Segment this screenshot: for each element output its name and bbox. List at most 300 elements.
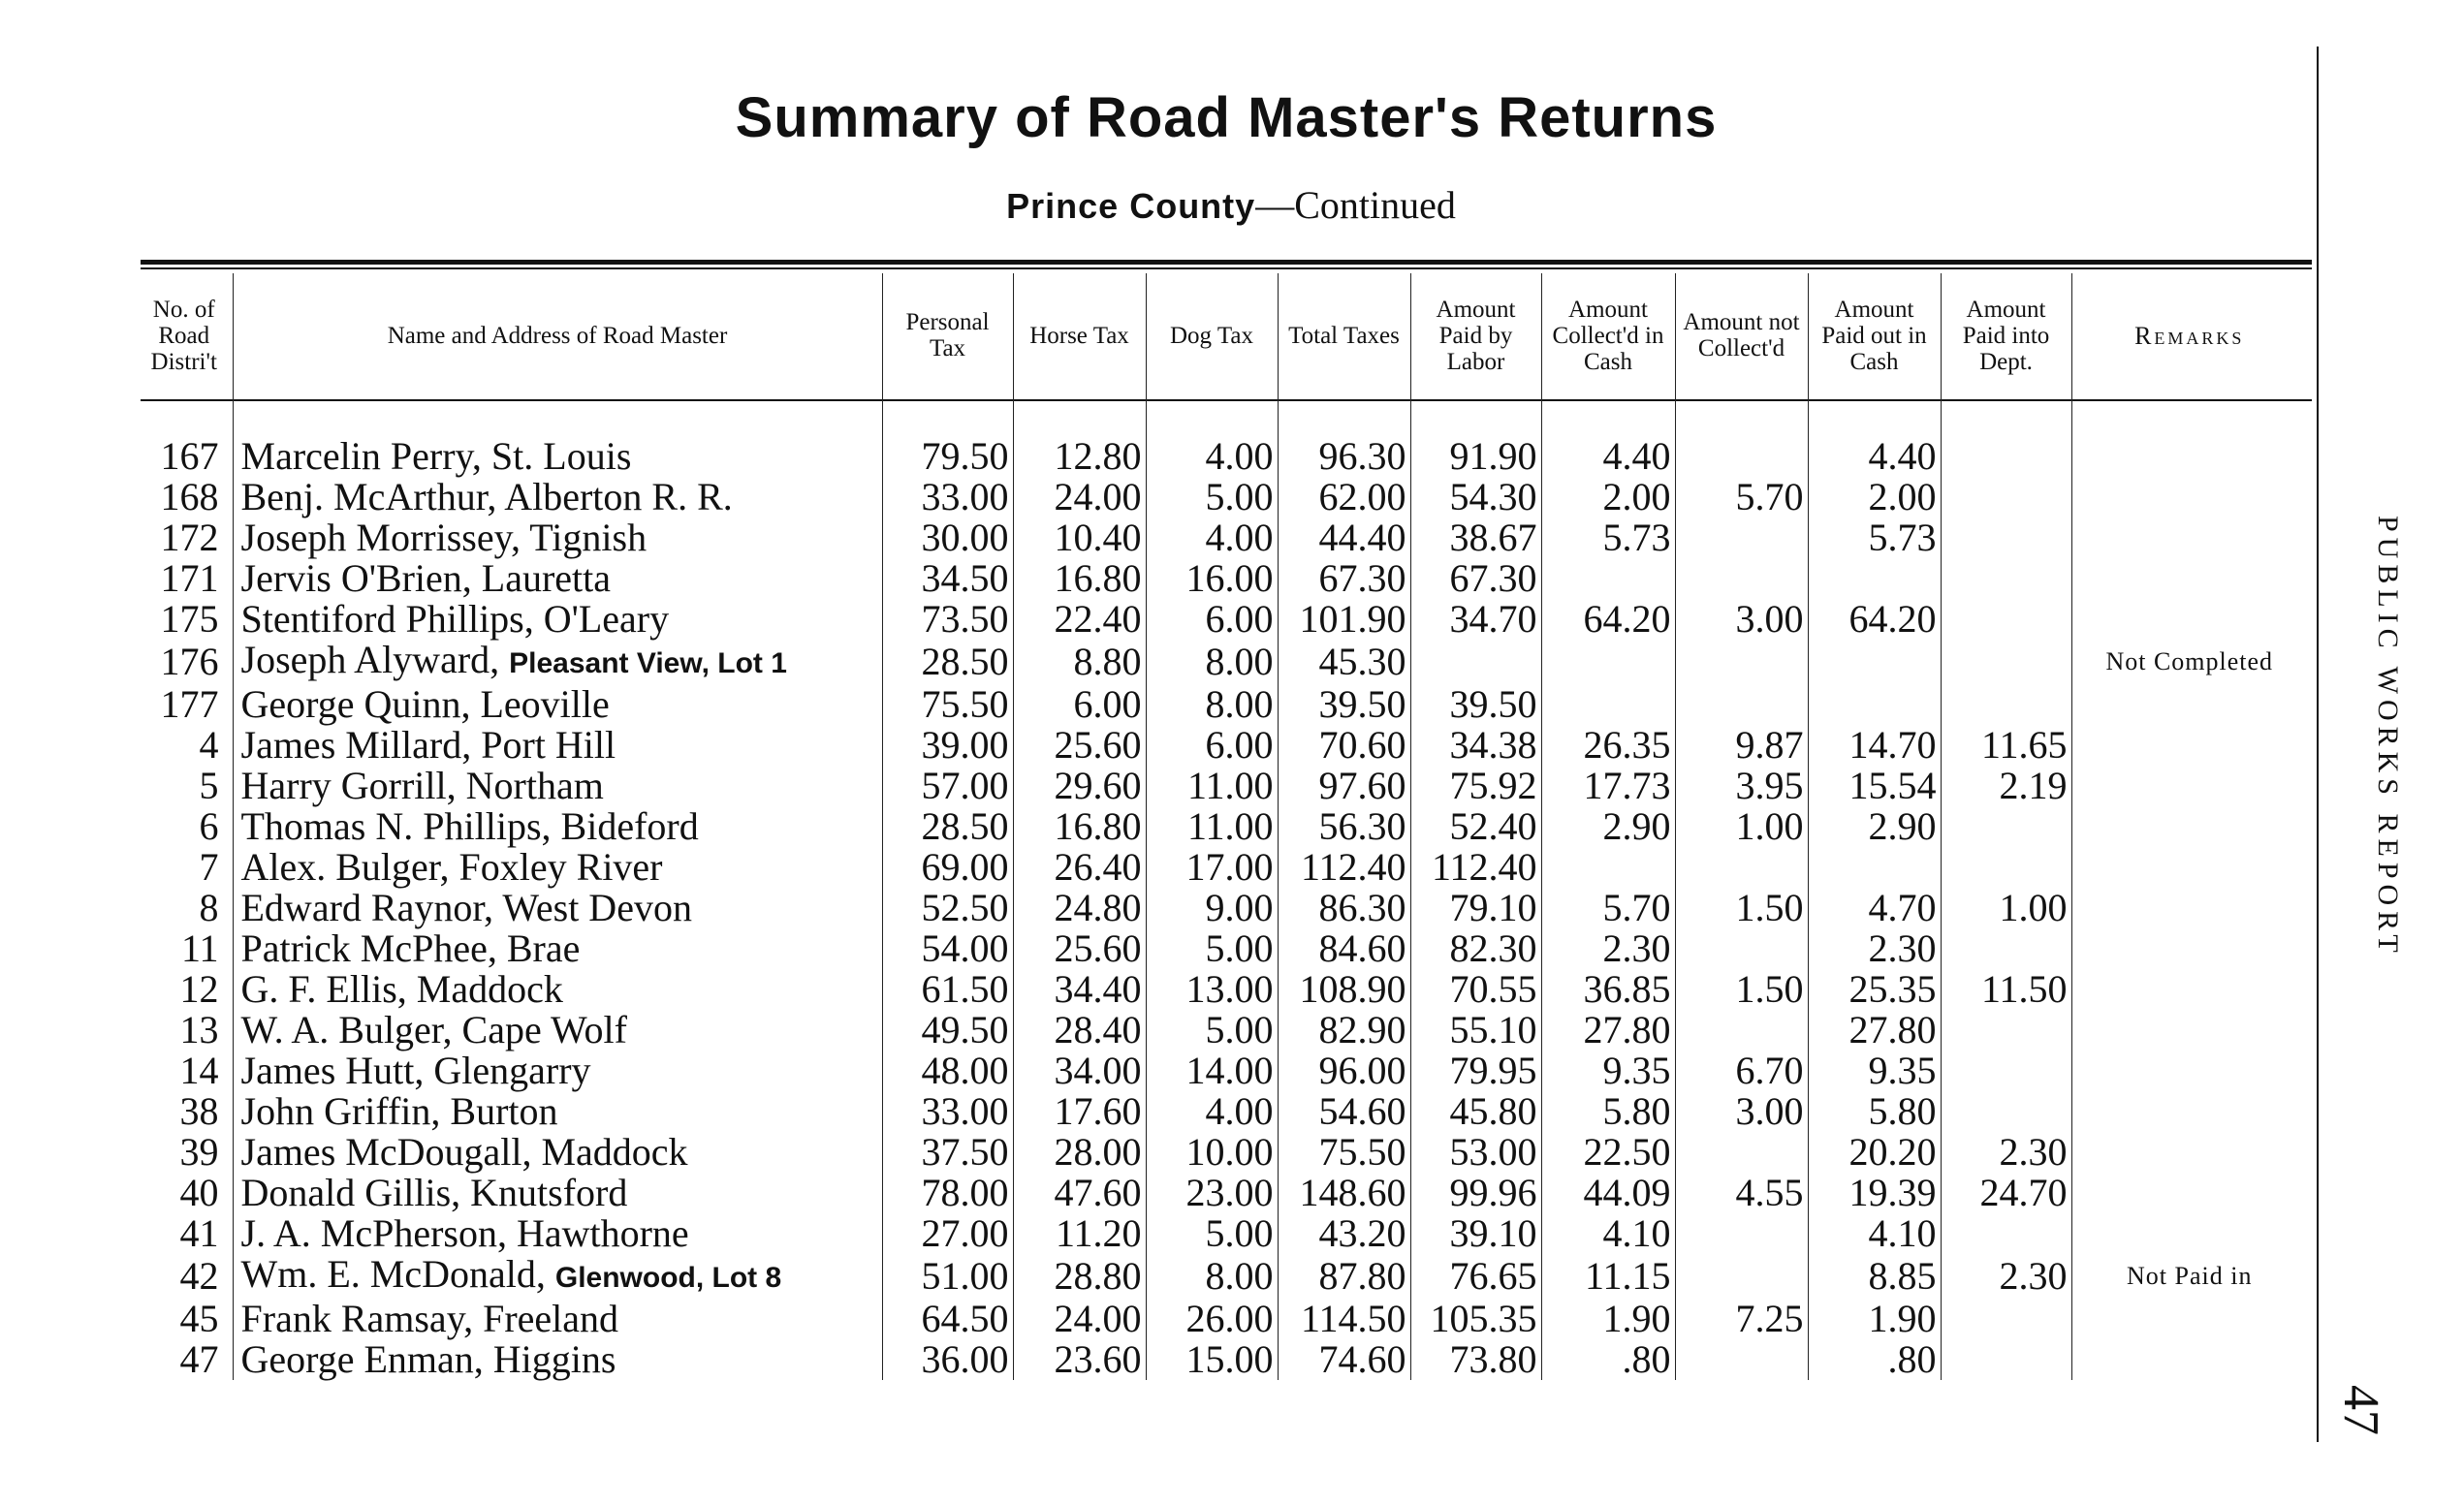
cell-personal-tax: 37.50 [882,1132,1013,1173]
table-row [136,477,2307,518]
cell-district: 8 [199,886,219,929]
table-row [136,847,2307,888]
cell-collected-in-cash [1541,684,1675,725]
cell-total-taxes: 70.60 [1278,725,1410,766]
cell-collected-in-cash: 17.73 [1541,766,1675,806]
cell-dog-tax: 11.00 [1146,766,1278,806]
cell-personal-tax: 34.50 [882,558,1013,599]
cell-paid-into-dept: 11.50 [1941,969,2071,1010]
cell-paid-by-labor: 55.10 [1410,1010,1541,1051]
cell-not-collected [1675,436,1808,477]
cell-paid-by-labor: 54.30 [1410,477,1541,518]
cell-not-collected: 3.00 [1675,599,1808,640]
cell-total-taxes: 82.90 [1278,1010,1410,1051]
cell-total-taxes: 108.90 [1278,969,1410,1010]
road-master-name: Joseph Morrissey, Tignish [240,516,648,559]
cell-dog-tax: 6.00 [1146,725,1278,766]
cell-name [233,847,882,888]
spacer-cell [1941,397,2071,436]
subtitle-continued: —Continued [1255,183,1456,227]
spacer-row [136,397,2307,436]
cell-personal-tax: 28.50 [882,806,1013,847]
cell-remarks [2071,558,2307,599]
cell-total-taxes: 114.50 [1278,1299,1410,1339]
cell-total-taxes: 96.00 [1278,1051,1410,1091]
cell-remarks [2071,725,2307,766]
cell-name [233,436,882,477]
cell-collected-in-cash: 22.50 [1541,1132,1675,1173]
cell-horse-tax: 24.00 [1013,1299,1146,1339]
road-master-name: James McDougall, Maddock [240,1130,688,1174]
cell-total-taxes: 44.40 [1278,518,1410,558]
cell-total-taxes: 101.90 [1278,599,1410,640]
cell-total-taxes: 86.30 [1278,888,1410,928]
spacer-cell [233,397,882,436]
cell-collected-in-cash: 27.80 [1541,1010,1675,1051]
cell-paid-by-labor: 39.50 [1410,684,1541,725]
cell-collected-in-cash: 4.10 [1541,1213,1675,1254]
cell-paid-out-in-cash [1808,640,1941,684]
cell-paid-into-dept [1941,1010,2071,1051]
road-master-name: Joseph Alyward, [240,638,510,681]
road-master-name: Marcelin Perry, St. Louis [240,434,632,478]
cell-horse-tax: 47.60 [1013,1173,1146,1213]
cell-name [233,928,882,969]
table-body [136,397,2307,1380]
cell-paid-by-labor: 82.30 [1410,928,1541,969]
cell-name [233,1173,882,1213]
cell-paid-by-labor: 79.95 [1410,1051,1541,1091]
cell-paid-into-dept [1941,558,2071,599]
cell-paid-by-labor: 38.67 [1410,518,1541,558]
cell-paid-by-labor: 79.10 [1410,888,1541,928]
cell-collected-in-cash: 4.40 [1541,436,1675,477]
cell-paid-out-in-cash: .80 [1808,1339,1941,1380]
cell-collected-in-cash: 36.85 [1541,969,1675,1010]
table-row [136,1299,2307,1339]
cell-paid-by-labor [1410,640,1541,684]
table-row [136,1132,2307,1173]
cell-dog-tax: 9.00 [1146,888,1278,928]
table-row [136,1051,2307,1091]
cell-remarks [2071,684,2307,725]
cell-not-collected: 6.70 [1675,1051,1808,1091]
cell-collected-in-cash: 1.90 [1541,1299,1675,1339]
cell-district: 177 [160,682,219,726]
cell-total-taxes: 87.80 [1278,1254,1410,1299]
cell-collected-in-cash [1541,847,1675,888]
table-row [136,1091,2307,1132]
cell-total-taxes: 84.60 [1278,928,1410,969]
cell-name [233,1132,882,1173]
cell-not-collected: 4.55 [1675,1173,1808,1213]
cell-horse-tax: 29.60 [1013,766,1146,806]
cell-district: 7 [199,845,219,889]
cell-dog-tax: 5.00 [1146,1213,1278,1254]
running-header: PUBLIC WORKS REPORT [2372,515,2404,958]
road-master-name: James Hutt, Glengarry [240,1049,591,1092]
cell-name [233,725,882,766]
cell-not-collected: 3.00 [1675,1091,1808,1132]
cell-personal-tax: 39.00 [882,725,1013,766]
col-total-taxes: Total Taxes [1278,273,1410,397]
cell-paid-into-dept [1941,477,2071,518]
cell-paid-out-in-cash: 4.10 [1808,1213,1941,1254]
cell-name [233,558,882,599]
cell-name [233,969,882,1010]
cell-personal-tax: 36.00 [882,1339,1013,1380]
road-master-address-small: Pleasant View, Lot 1 [509,647,787,679]
cell-paid-by-labor: 39.10 [1410,1213,1541,1254]
cell-paid-out-in-cash: 1.90 [1808,1299,1941,1339]
cell-district: 172 [160,516,219,559]
cell-not-collected: 9.87 [1675,725,1808,766]
cell-paid-by-labor: 91.90 [1410,436,1541,477]
cell-paid-into-dept [1941,1213,2071,1254]
table-row [136,1254,2307,1299]
col-horse-tax: Horse Tax [1013,273,1146,397]
cell-paid-by-labor: 52.40 [1410,806,1541,847]
table-row [136,558,2307,599]
road-master-name: George Enman, Higgins [240,1337,616,1381]
road-master-name: Frank Ramsay, Freeland [240,1297,619,1340]
cell-personal-tax: 51.00 [882,1254,1013,1299]
cell-remarks [2071,1091,2307,1132]
spacer-cell [1675,397,1808,436]
page-number: 47 [2333,1385,2388,1435]
cell-paid-out-in-cash [1808,684,1941,725]
cell-dog-tax: 8.00 [1146,640,1278,684]
road-master-name: Patrick McPhee, Brae [240,926,581,970]
cell-collected-in-cash: 5.80 [1541,1091,1675,1132]
road-master-name: Jervis O'Brien, Lauretta [240,556,612,600]
cell-horse-tax: 11.20 [1013,1213,1146,1254]
cell-name [233,1051,882,1091]
cell-district: 14 [179,1049,219,1092]
cell-collected-in-cash: 5.73 [1541,518,1675,558]
cell-not-collected: 5.70 [1675,477,1808,518]
cell-name [233,640,882,684]
cell-dog-tax: 6.00 [1146,599,1278,640]
cell-paid-out-in-cash: 8.85 [1808,1254,1941,1299]
table-row [136,518,2307,558]
cell-dog-tax: 5.00 [1146,928,1278,969]
cell-remarks [2071,969,2307,1010]
cell-paid-into-dept: 1.00 [1941,888,2071,928]
table-row [136,928,2307,969]
cell-name [233,599,882,640]
cell-district: 175 [160,597,219,641]
cell-remarks [2071,1299,2307,1339]
cell-paid-out-in-cash: 19.39 [1808,1173,1941,1213]
table-row [136,806,2307,847]
cell-paid-into-dept [1941,684,2071,725]
cell-paid-out-in-cash: 2.90 [1808,806,1941,847]
cell-dog-tax: 26.00 [1146,1299,1278,1339]
road-master-name: Edward Raynor, West Devon [240,886,692,929]
cell-paid-by-labor: 34.70 [1410,599,1541,640]
cell-paid-out-in-cash [1808,847,1941,888]
table-row [136,1010,2307,1051]
cell-paid-by-labor: 34.38 [1410,725,1541,766]
cell-horse-tax: 28.40 [1013,1010,1146,1051]
cell-remarks [2071,888,2307,928]
cell-paid-out-in-cash: 27.80 [1808,1010,1941,1051]
cell-paid-into-dept: 2.30 [1941,1254,2071,1299]
road-master-name: Stentiford Phillips, O'Leary [240,597,670,641]
cell-collected-in-cash: 2.00 [1541,477,1675,518]
cell-horse-tax: 17.60 [1013,1091,1146,1132]
cell-not-collected [1675,847,1808,888]
table-row [136,599,2307,640]
spacer-cell [1808,397,1941,436]
cell-collected-in-cash [1541,558,1675,599]
table-row [136,640,2307,684]
cell-horse-tax: 8.80 [1013,640,1146,684]
cell-dog-tax: 15.00 [1146,1339,1278,1380]
cell-horse-tax: 25.60 [1013,928,1146,969]
cell-name [233,888,882,928]
cell-paid-by-labor: 67.30 [1410,558,1541,599]
cell-dog-tax: 8.00 [1146,684,1278,725]
cell-personal-tax: 69.00 [882,847,1013,888]
cell-not-collected: 3.95 [1675,766,1808,806]
road-master-address-small: Glenwood, Lot 8 [554,1262,782,1294]
cell-not-collected [1675,928,1808,969]
cell-remarks [2071,1051,2307,1091]
cell-name [233,766,882,806]
cell-total-taxes: 96.30 [1278,436,1410,477]
cell-remarks [2071,1213,2307,1254]
cell-total-taxes: 67.30 [1278,558,1410,599]
page-title: Summary of Road Master's Returns [735,86,1718,149]
cell-personal-tax: 57.00 [882,766,1013,806]
cell-dog-tax: 13.00 [1146,969,1278,1010]
spacer-cell [1410,397,1541,436]
cell-name [233,806,882,847]
cell-name [233,1091,882,1132]
road-master-name: Thomas N. Phillips, Bideford [240,804,699,848]
cell-not-collected [1675,558,1808,599]
cell-collected-in-cash: 11.15 [1541,1254,1675,1299]
cell-district: 5 [199,764,219,807]
cell-horse-tax: 6.00 [1013,684,1146,725]
table-row [136,888,2307,928]
cell-district: 47 [179,1337,219,1381]
cell-collected-in-cash: 2.90 [1541,806,1675,847]
cell-horse-tax: 16.80 [1013,558,1146,599]
cell-paid-by-labor: 53.00 [1410,1132,1541,1173]
table-row [136,436,2307,477]
cell-horse-tax: 25.60 [1013,725,1146,766]
col-not-collected: Amount not Collect'd [1675,273,1808,397]
cell-paid-into-dept: 24.70 [1941,1173,2071,1213]
road-master-name: J. A. McPherson, Hawthorne [240,1211,689,1255]
cell-paid-out-in-cash: 64.20 [1808,599,1941,640]
cell-personal-tax: 78.00 [882,1173,1013,1213]
cell-personal-tax: 75.50 [882,684,1013,725]
cell-total-taxes: 54.60 [1278,1091,1410,1132]
cell-dog-tax: 14.00 [1146,1051,1278,1091]
cell-paid-out-in-cash: 5.80 [1808,1091,1941,1132]
spacer-cell [1013,397,1146,436]
cell-remarks [2071,766,2307,806]
cell-name [233,1213,882,1254]
cell-collected-in-cash: 9.35 [1541,1051,1675,1091]
cell-remarks [2071,1132,2307,1173]
col-paid-out-in-cash: Amount Paid out in Cash [1808,273,1941,397]
road-master-name: Wm. E. McDonald, [240,1252,555,1296]
cell-dog-tax: 4.00 [1146,518,1278,558]
road-master-name: James Millard, Port Hill [240,723,616,767]
cell-paid-into-dept [1941,640,2071,684]
spacer-cell [2071,397,2307,436]
cell-remarks: Not Paid in [2071,1254,2307,1299]
cell-name [233,518,882,558]
cell-personal-tax: 33.00 [882,1091,1013,1132]
spacer-cell [882,397,1013,436]
cell-total-taxes: 56.30 [1278,806,1410,847]
cell-remarks: Not Completed [2071,640,2307,684]
cell-collected-in-cash: 44.09 [1541,1173,1675,1213]
cell-district: 45 [179,1297,219,1340]
table-header [136,273,2307,397]
cell-district: 40 [179,1171,219,1214]
cell-dog-tax: 16.00 [1146,558,1278,599]
cell-dog-tax: 5.00 [1146,1010,1278,1051]
cell-not-collected [1675,640,1808,684]
cell-district: 39 [179,1130,219,1174]
road-master-name: George Quinn, Leoville [240,682,610,726]
cell-remarks [2071,806,2307,847]
cell-paid-by-labor: 75.92 [1410,766,1541,806]
cell-not-collected [1675,518,1808,558]
cell-horse-tax: 12.80 [1013,436,1146,477]
cell-horse-tax: 28.00 [1013,1132,1146,1173]
road-master-returns-table [136,273,2307,1380]
table-row [136,766,2307,806]
cell-paid-out-in-cash: 14.70 [1808,725,1941,766]
cell-personal-tax: 79.50 [882,436,1013,477]
cell-name [233,1254,882,1299]
cell-paid-into-dept [1941,847,2071,888]
cell-horse-tax: 34.40 [1013,969,1146,1010]
spacer-cell [1146,397,1278,436]
cell-paid-into-dept [1941,1051,2071,1091]
cell-paid-out-in-cash: 5.73 [1808,518,1941,558]
table-row [136,684,2307,725]
cell-paid-out-in-cash: 25.35 [1808,969,1941,1010]
table-row [136,725,2307,766]
cell-paid-into-dept [1941,1091,2071,1132]
col-personal-tax: Personal Tax [882,273,1013,397]
cell-horse-tax: 16.80 [1013,806,1146,847]
cell-dog-tax: 5.00 [1146,477,1278,518]
cell-personal-tax: 61.50 [882,969,1013,1010]
table-row [136,969,2307,1010]
cell-paid-into-dept [1941,806,2071,847]
spacer-cell [136,397,233,436]
cell-total-taxes: 97.60 [1278,766,1410,806]
cell-personal-tax: 27.00 [882,1213,1013,1254]
cell-district: 13 [179,1008,219,1051]
page-edge-rule [2317,47,2319,1442]
cell-paid-by-labor: 105.35 [1410,1299,1541,1339]
spacer-cell [1541,397,1675,436]
cell-name [233,684,882,725]
cell-paid-into-dept [1941,436,2071,477]
cell-district: 38 [179,1089,219,1133]
cell-horse-tax: 24.00 [1013,477,1146,518]
col-district: No. of Road Distri't [150,296,217,375]
cell-total-taxes: 112.40 [1278,847,1410,888]
cell-dog-tax: 11.00 [1146,806,1278,847]
cell-personal-tax: 52.50 [882,888,1013,928]
road-master-name: Harry Gorrill, Northam [240,764,604,807]
cell-horse-tax: 23.60 [1013,1339,1146,1380]
cell-dog-tax: 8.00 [1146,1254,1278,1299]
cell-district: 171 [160,556,219,600]
cell-not-collected [1675,1132,1808,1173]
cell-paid-into-dept [1941,599,2071,640]
cell-paid-out-in-cash: 2.30 [1808,928,1941,969]
table-row [136,1213,2307,1254]
cell-remarks [2071,928,2307,969]
cell-personal-tax: 73.50 [882,599,1013,640]
cell-total-taxes: 43.20 [1278,1213,1410,1254]
cell-dog-tax: 23.00 [1146,1173,1278,1213]
col-remarks: Remarks [2071,273,2307,397]
cell-remarks [2071,1010,2307,1051]
spacer-cell [1278,397,1410,436]
road-master-name: Alex. Bulger, Foxley River [240,845,663,889]
cell-collected-in-cash: .80 [1541,1339,1675,1380]
cell-paid-out-in-cash [1808,558,1941,599]
cell-paid-into-dept [1941,518,2071,558]
cell-total-taxes: 148.60 [1278,1173,1410,1213]
cell-district: 6 [199,804,219,848]
cell-horse-tax: 10.40 [1013,518,1146,558]
cell-remarks [2071,1173,2307,1213]
cell-personal-tax: 30.00 [882,518,1013,558]
cell-not-collected: 1.00 [1675,806,1808,847]
cell-horse-tax: 28.80 [1013,1254,1146,1299]
cell-district: 176 [160,640,219,683]
cell-not-collected [1675,1254,1808,1299]
cell-personal-tax: 28.50 [882,640,1013,684]
cell-remarks [2071,436,2307,477]
cell-paid-out-in-cash: 4.70 [1808,888,1941,928]
cell-collected-in-cash: 5.70 [1541,888,1675,928]
cell-name [233,1339,882,1380]
cell-total-taxes: 75.50 [1278,1132,1410,1173]
cell-total-taxes: 45.30 [1278,640,1410,684]
cell-total-taxes: 39.50 [1278,684,1410,725]
cell-name [233,477,882,518]
cell-paid-by-labor: 70.55 [1410,969,1541,1010]
double-rule-bottom [141,267,2312,269]
col-dog-tax: Dog Tax [1146,273,1278,397]
cell-name [233,1010,882,1051]
cell-total-taxes: 62.00 [1278,477,1410,518]
cell-collected-in-cash [1541,640,1675,684]
col-paid-into-dept: Amount Paid into Dept. [1941,273,2071,397]
cell-paid-out-in-cash: 9.35 [1808,1051,1941,1091]
cell-district: 41 [179,1211,219,1255]
cell-not-collected [1675,1010,1808,1051]
cell-personal-tax: 33.00 [882,477,1013,518]
cell-paid-by-labor: 73.80 [1410,1339,1541,1380]
